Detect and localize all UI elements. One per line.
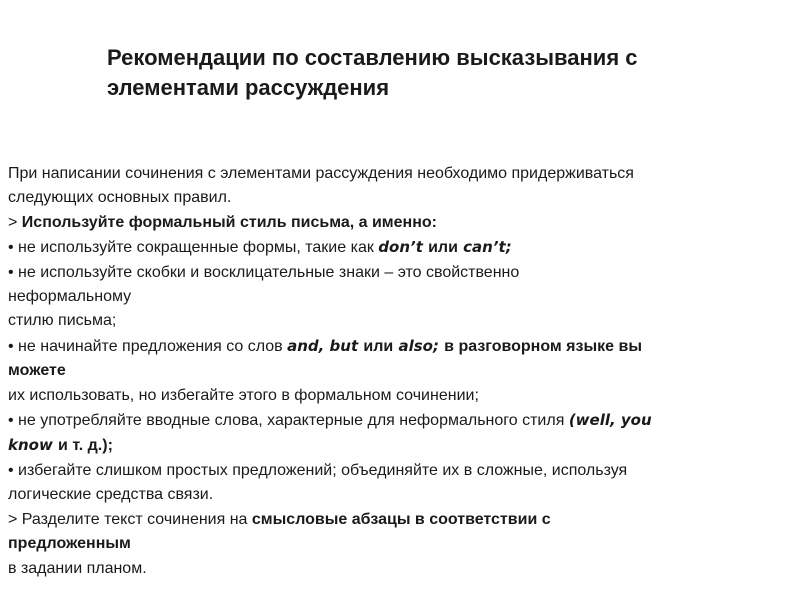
- page-title: [107, 43, 767, 103]
- bullet-3-ili: или: [363, 337, 394, 355]
- rule-1-heading: Используйте формальный стиль письма, а именно:: [21, 213, 437, 231]
- bullet-1-cant: can’t;: [457, 238, 512, 257]
- rule-1: [8, 211, 796, 235]
- bullet-2-line-2: неформальному: [8, 288, 132, 306]
- bullet-3-line-3: их использовать, но избегайте этого в формальном сочинении;: [8, 386, 479, 404]
- rule-2-text: > Разделите текст сочинения на: [8, 510, 252, 528]
- bullet-2-line-1: • не используйте скобки и восклицательные знаки – это свойственно: [8, 263, 520, 281]
- bullet-4-ietd: и т. д.);: [58, 437, 113, 455]
- rule-1-marker: >: [8, 213, 22, 231]
- bullet-5-line-2: логические средства связи.: [8, 486, 214, 504]
- bullet-4-words: (well, you: [568, 411, 652, 430]
- bullet-3-text: • не начинайте предложения со слов: [8, 337, 288, 355]
- bullet-1-ili: или: [428, 239, 458, 257]
- bullet-4: [8, 408, 796, 433]
- intro-line-2: следующих основных правил.: [8, 189, 232, 207]
- rule-2-emphasis-cont: предложенным: [8, 535, 131, 553]
- title-line-1: Рекомендации по составлению высказывания с: [107, 45, 638, 70]
- rule-2: [8, 508, 796, 532]
- bullet-3-emphasis-cont: можете: [8, 362, 66, 380]
- bullet-3-also: also;: [393, 336, 445, 355]
- bullet-1-dont: don’t: [378, 238, 429, 257]
- bullet-2-line-3: стилю письма;: [8, 312, 117, 330]
- title-line-2: элементами рассуждения: [107, 75, 390, 100]
- bullet-4-text: • не употребляйте вводные слова, характерные для неформального стиля: [8, 412, 569, 430]
- bullet-3-words: and, but: [287, 336, 364, 355]
- intro-line-1: При написании сочинения с элементами рассуждения необходимо придерживаться: [8, 165, 634, 182]
- bullet-3-emphasis: в разговорном языке вы: [444, 337, 642, 355]
- bullet-3: [8, 334, 796, 359]
- bullet-1-text: • не используйте сокращенные формы, такие как: [8, 239, 379, 257]
- rule-2-line-3: в задании планом.: [8, 559, 147, 577]
- bullet-1: [8, 235, 796, 260]
- bullet-5-line-1: • избегайте слишком простых предложений; объединяйте их в сложные, используя: [8, 461, 628, 479]
- body-text: [8, 162, 796, 581]
- rule-2-emphasis: смысловые абзацы в соответствии с: [251, 510, 551, 528]
- bullet-4-know: know: [8, 436, 59, 455]
- bullet-4-line-2: [8, 433, 796, 458]
